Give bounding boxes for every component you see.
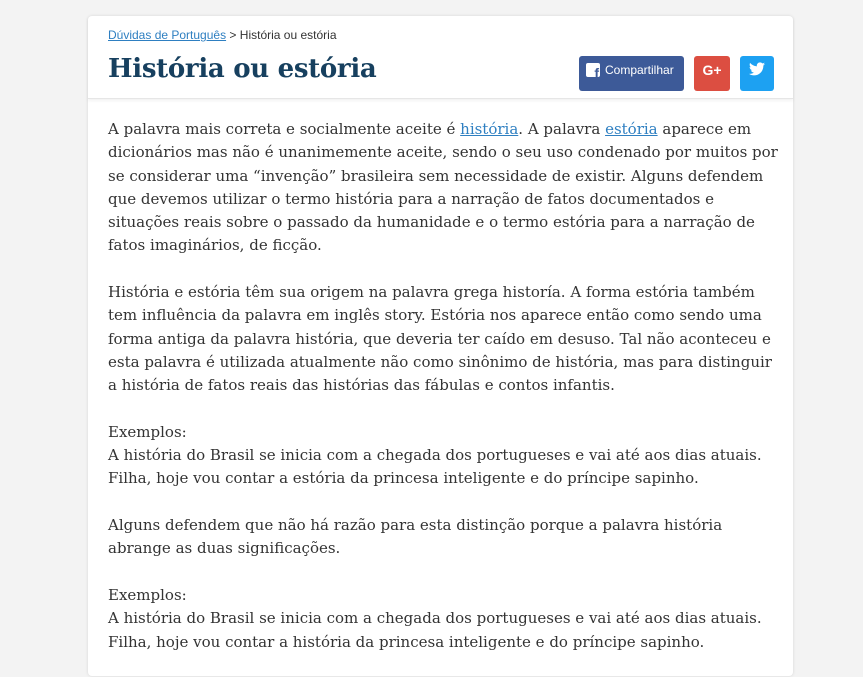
- facebook-share-button[interactable]: [579, 56, 684, 91]
- googleplus-share-button[interactable]: G+: [694, 56, 730, 91]
- article-body: [108, 118, 778, 677]
- examples-heading: Exemplos:: [108, 585, 187, 604]
- twitter-share-button[interactable]: [740, 56, 774, 91]
- paragraph-text: aparece em dicionários mas não é unanimemente aceite, sendo o seu uso condenado por muitos por se considerar uma “invenção” brasileira sem necessidade de existir. Alguns defendem que devemos utilizar o termo história para a narração de fatos documentados e situações reais sobre o passado da humanidade e o termo estória para a narração de fatos imaginários, de ficção.: [108, 120, 778, 255]
- facebook-icon: f: [586, 63, 600, 77]
- article-header: [88, 16, 793, 99]
- examples-heading: Exemplos:: [108, 422, 187, 441]
- breadcrumb-separator: >: [229, 28, 237, 42]
- paragraph-text: A palavra mais correta e socialmente aceite é: [108, 120, 461, 138]
- example-line: Filha, hoje vou contar a estória da princesa inteligente e do príncipe sapinho.: [108, 469, 699, 488]
- example-line: Filha, hoje vou contar a história da princesa inteligente e do príncipe sapinho.: [108, 632, 705, 651]
- paragraph-intro: [108, 118, 778, 258]
- examples-block-2: [108, 584, 778, 654]
- breadcrumb-link-duvidas[interactable]: Dúvidas de Português: [108, 28, 227, 42]
- twitter-bird-icon: [749, 62, 765, 76]
- link-estoria[interactable]: estória: [605, 120, 658, 138]
- examples-block-1: [108, 421, 778, 491]
- example-line: A história do Brasil se inicia com a chegada dos portugueses e vai até aos dias atuais.: [108, 609, 762, 628]
- link-historia[interactable]: história: [460, 120, 519, 138]
- page-title: História ou estória: [108, 54, 377, 84]
- paragraph-opinion: Alguns defendem que não há razão para esta distinção porque a palavra história abrange as duas significações.: [108, 516, 723, 558]
- breadcrumb-current: História ou estória: [239, 28, 337, 42]
- paragraph-text: . A palavra: [518, 120, 606, 138]
- article-card: [88, 16, 793, 676]
- facebook-share-label: Compartilhar: [605, 63, 674, 77]
- example-line: A história do Brasil se inicia com a chegada dos portugueses e vai até aos dias atuais.: [108, 446, 762, 465]
- breadcrumb: [108, 28, 337, 42]
- paragraph-origin: História e estória têm sua origem na palavra grega historía. A forma estória também tem influência da palavra em inglês story. Estória nos aparece então como sendo uma forma antiga da palavra história, que deveria ter caído em desuso. Tal não aconteceu e esta palavra é utilizada atualmente não como sinônimo de história, mas para distinguir a história de fatos reais das histórias das fábulas e contos infantis.: [108, 283, 772, 395]
